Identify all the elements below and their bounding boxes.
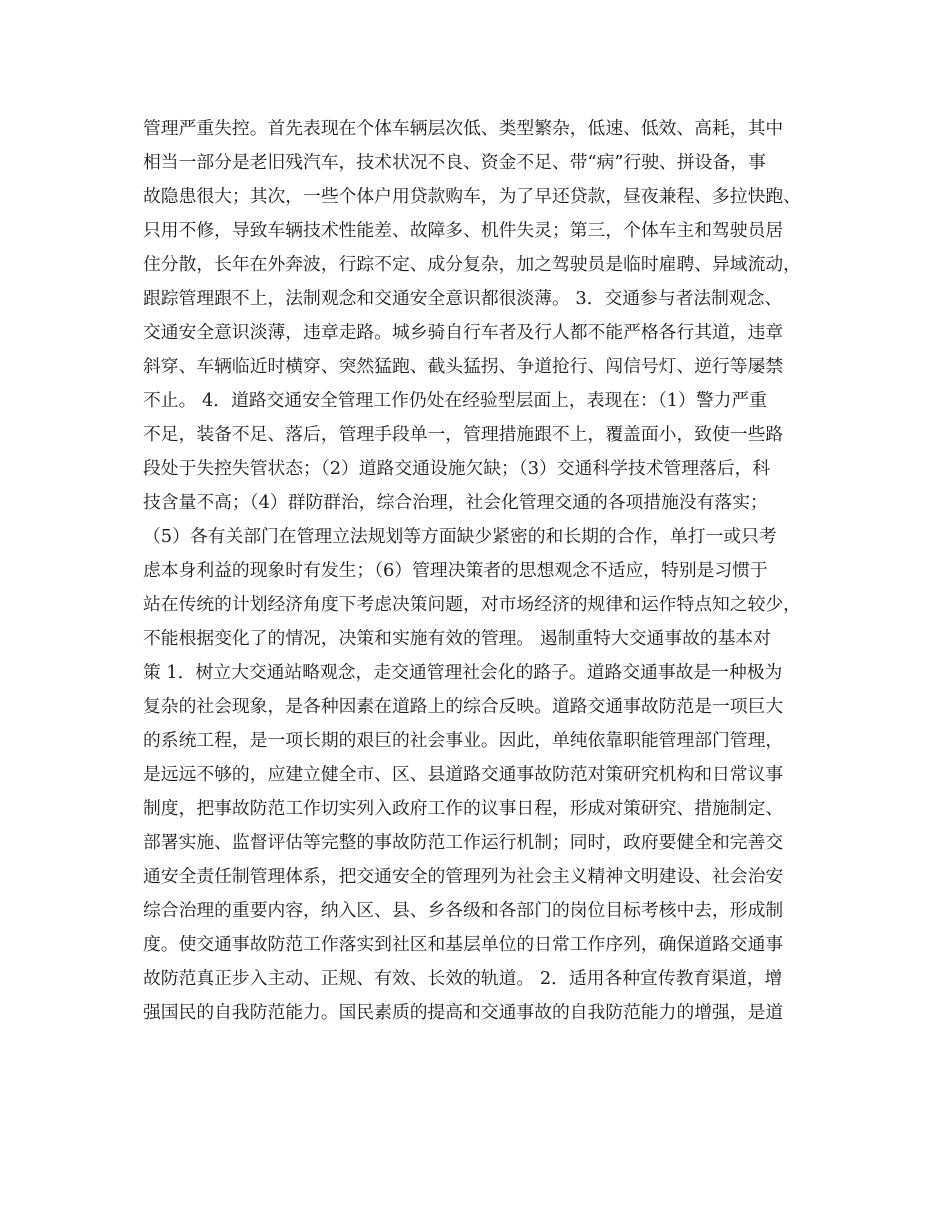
text-line: 住分散，长年在外奔波，行踪不定、成分复杂，加之驾驶员是临时雇聘、异域流动，	[143, 254, 801, 275]
text-line: 是远远不够的，应建立健全市、区、县道路交通事故防范对策研究机构和日常议事	[143, 764, 784, 785]
text-line: （5）各有关部门在管理立法规划等方面缺少紧密的和长期的合作，单打一或只考	[143, 526, 777, 547]
text-line: 技含量不高；（4）群防群治，综合治理，社会化管理交通的各项措施没有落实；	[143, 492, 768, 513]
text-line: 只用不修，导致车辆技术性能差、故障多、机件失灵；第三，个体车主和驾驶员居	[143, 220, 784, 241]
text-line: 故防范真正步入主动、正规、有效、长效的轨道。 2．适用各种宣传教育渠道，增	[143, 968, 783, 989]
text-line: 斜穿、车辆临近时横穿、突然猛跑、截头猛拐、争道抢行、闯信号灯、逆行等屡禁	[143, 356, 784, 377]
text-line: 制度，把事故防范工作切实列入政府工作的议事日程，形成对策研究、措施制定、	[143, 798, 784, 819]
text-line: 不止。 4．道路交通安全管理工作仍处在经验型层面上，表现在：（1）警力严重	[143, 390, 767, 411]
text-line: 综合治理的重要内容，纳入区、县、乡各级和各部门的岗位目标考核中去，形成制	[143, 900, 784, 921]
text-line: 跟踪管理跟不上，法制观念和交通安全意识都很淡薄。 3．交通参与者法制观念、	[143, 288, 783, 309]
body-text	[143, 112, 818, 1030]
text-line: 虑本身利益的现象时有发生；（6）管理决策者的思想观念不适应，特别是习惯于	[143, 560, 768, 581]
text-line: 不能根据变化了的情况，决策和实施有效的管理。 遏制重特大交通事故的基本对	[143, 628, 771, 649]
text-line: 策 1．树立大交通站略观念，走交通管理社会化的路子。道路交通事故是一种极为	[143, 662, 783, 683]
text-line: 强国民的自我防范能力。国民素质的提高和交通事故的自我防范能力的增强，是道	[143, 1002, 784, 1023]
text-line: 交通安全意识淡薄，违章走路。城乡骑自行车者及行人都不能严格各行其道，违章	[143, 322, 784, 343]
text-line: 部署实施、监督评估等完整的事故防范工作运行机制；同时，政府要健全和完善交	[143, 832, 784, 853]
text-line: 故隐患很大；其次，一些个体户用贷款购车，为了早还贷款，昼夜兼程、多拉快跑、	[143, 186, 801, 207]
text-line: 通安全责任制管理体系，把交通安全的管理列为社会主义精神文明建设、社会治安	[143, 866, 784, 887]
text-line: 相当一部分是老旧残汽车，技术状况不良、资金不足、带“病”行驶、拼设备，事	[143, 152, 766, 173]
text-line: 段处于失控失管状态；（2）道路交通设施欠缺；（3）交通科学技术管理落后，科	[143, 458, 771, 479]
text-line: 的系统工程，是一项长期的艰巨的社会事业。因此，单纯依靠职能管理部门管理，	[143, 730, 784, 751]
text-line: 复杂的社会现象，是各种因素在道路上的综合反映。道路交通事故防范是一项巨大	[143, 696, 784, 717]
text-line: 站在传统的计划经济角度下考虑决策问题，对市场经济的规律和运作特点知之较少，	[143, 594, 801, 615]
text-line: 管理严重失控。首先表现在个体车辆层次低、类型繁杂，低速、低效、高耗，其中	[143, 118, 784, 139]
text-line: 度。使交通事故防范工作落实到社区和基层单位的日常工作序列，确保道路交通事	[143, 934, 784, 955]
text-line: 不足，装备不足、落后，管理手段单一，管理措施跟不上，覆盖面小，致使一些路	[143, 424, 784, 445]
